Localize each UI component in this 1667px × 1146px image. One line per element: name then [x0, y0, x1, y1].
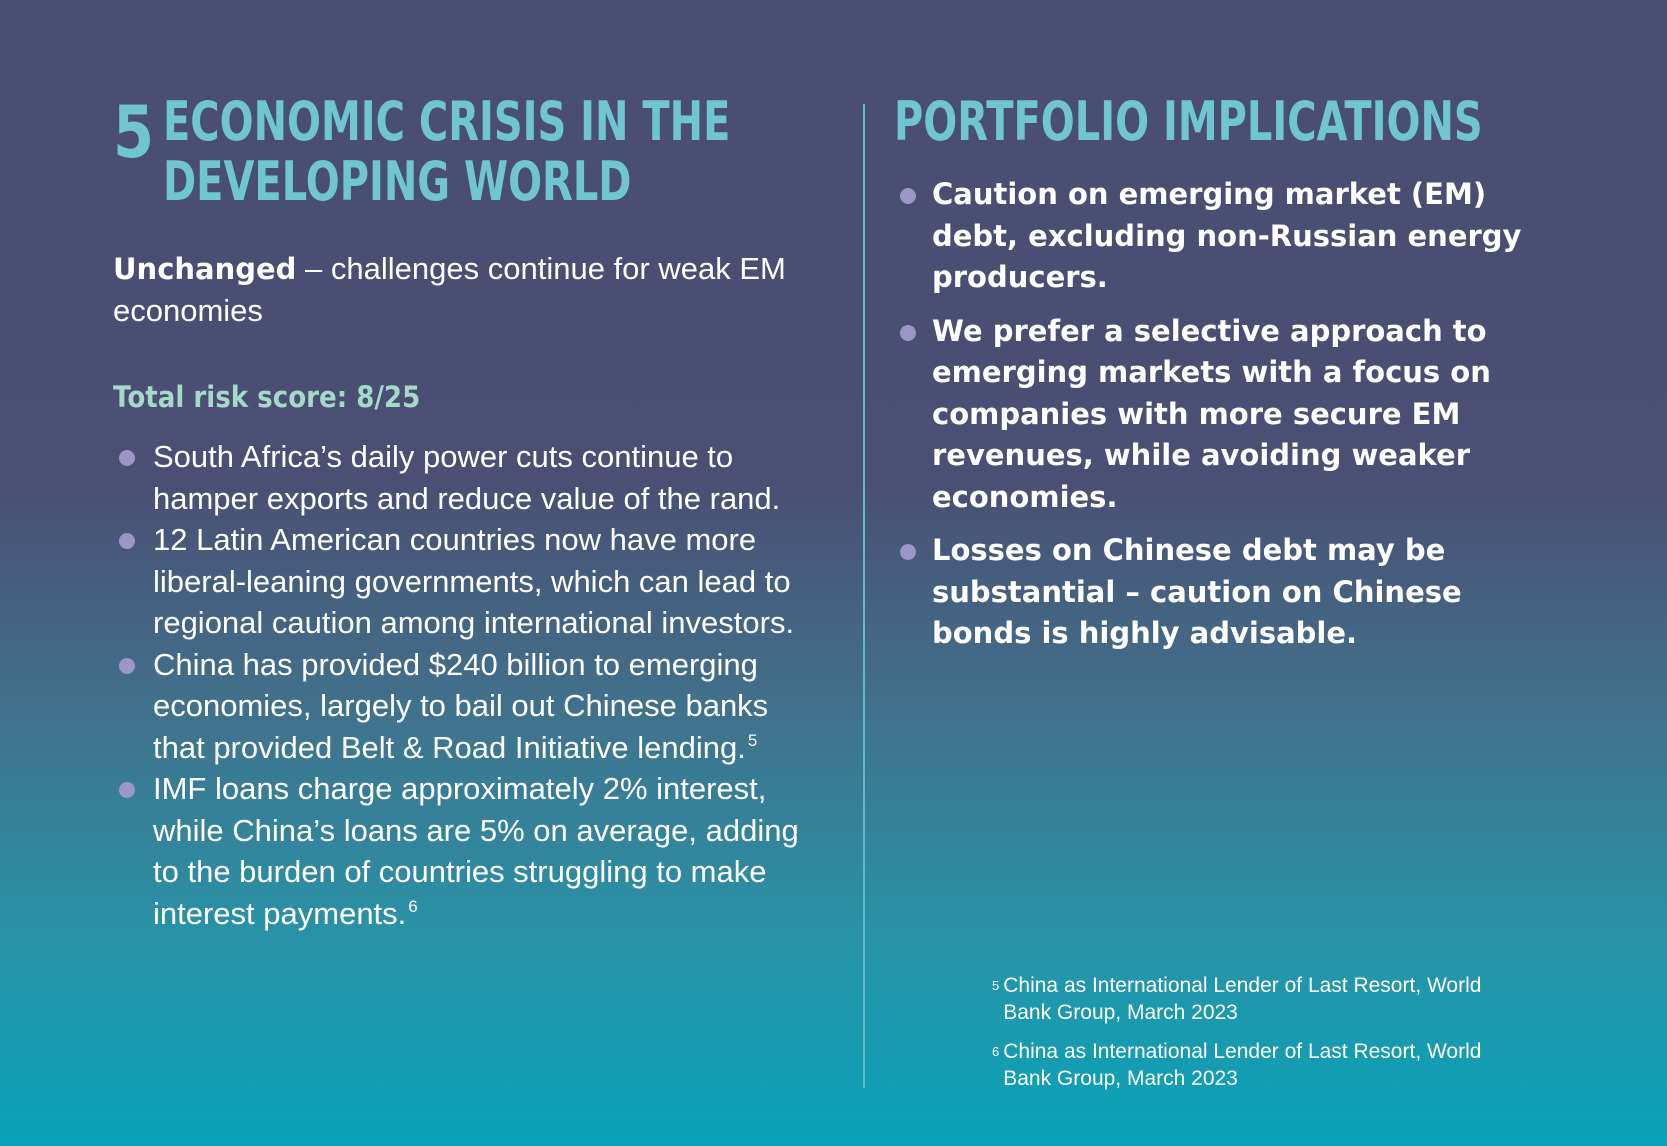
list-item [113, 768, 813, 934]
section-title-line2: DEVELOPING WORLD [163, 150, 632, 213]
status-label: Unchanged [113, 252, 297, 286]
footnote-number: 5 [992, 978, 1000, 993]
portfolio-implications [894, 90, 1586, 667]
section-title-line1: ECONOMIC CRISIS IN THE [163, 90, 731, 153]
list-item [113, 644, 813, 769]
bullet-text: South Africa’s daily power cuts continue to hamper exports and reduce value of the rand. [153, 439, 781, 516]
bullet-text: 12 Latin American countries now have more liberal-leaning governments, which can lead to regional caution among international investors. [153, 522, 795, 640]
footnote [992, 1038, 1552, 1092]
implication-text: Losses on Chinese debt may be substantial – caution on Chinese bonds is highly advisable. [932, 533, 1462, 650]
footnote-reference: 6 [408, 896, 418, 916]
implications-list [894, 174, 1586, 655]
footnote-text: China as International Lender of Last Resort, World Bank Group, March 2023 [1003, 974, 1482, 1024]
bullet-dot-icon [900, 188, 916, 204]
risk-section [113, 92, 813, 934]
list-item [894, 311, 1522, 519]
implication-text: We prefer a selective approach to emerging markets with a focus on companies with more secure EM revenues, while avoiding weaker economies. [932, 313, 1491, 514]
bullet-text: IMF loans charge approximately 2% interest, while China’s loans are 5% on average, adding to the burden of countries struggling to make interest payments. [153, 771, 799, 931]
list-item [113, 436, 813, 519]
bullet-text: China has provided $240 billion to emerging economies, largely to bail out Chinese banks that provided Belt & Road Initiative lending. [153, 646, 769, 765]
implications-title: PORTFOLIO IMPLICATIONS [894, 90, 1483, 153]
list-item [113, 519, 813, 644]
risk-bullet-list [113, 436, 813, 934]
footnote [992, 972, 1552, 1026]
list-item [894, 530, 1522, 655]
bullet-dot-icon [900, 325, 916, 341]
footnote-number: 6 [992, 1044, 1000, 1059]
bullet-dot-icon [119, 658, 135, 674]
bullet-dot-icon [900, 544, 916, 560]
implication-text: Caution on emerging market (EM) debt, excluding non-Russian energy producers. [932, 177, 1522, 294]
column-divider [863, 104, 865, 1088]
status-description: – challenges continue for weak EM economies [113, 251, 786, 328]
footnote-reference: 5 [747, 730, 758, 750]
section-title [163, 92, 730, 212]
status-line [113, 248, 813, 332]
total-risk-score: Total risk score: 8/25 [113, 380, 421, 414]
bullet-dot-icon [119, 533, 135, 549]
footnote-text: China as International Lender of Last Resort, World Bank Group, March 2023 [1003, 1040, 1482, 1090]
footnotes [992, 972, 1552, 1104]
list-item [894, 174, 1522, 299]
section-number: 5 [113, 90, 155, 174]
bullet-dot-icon [119, 782, 135, 798]
section-header [113, 92, 813, 212]
bullet-dot-icon [119, 450, 135, 466]
